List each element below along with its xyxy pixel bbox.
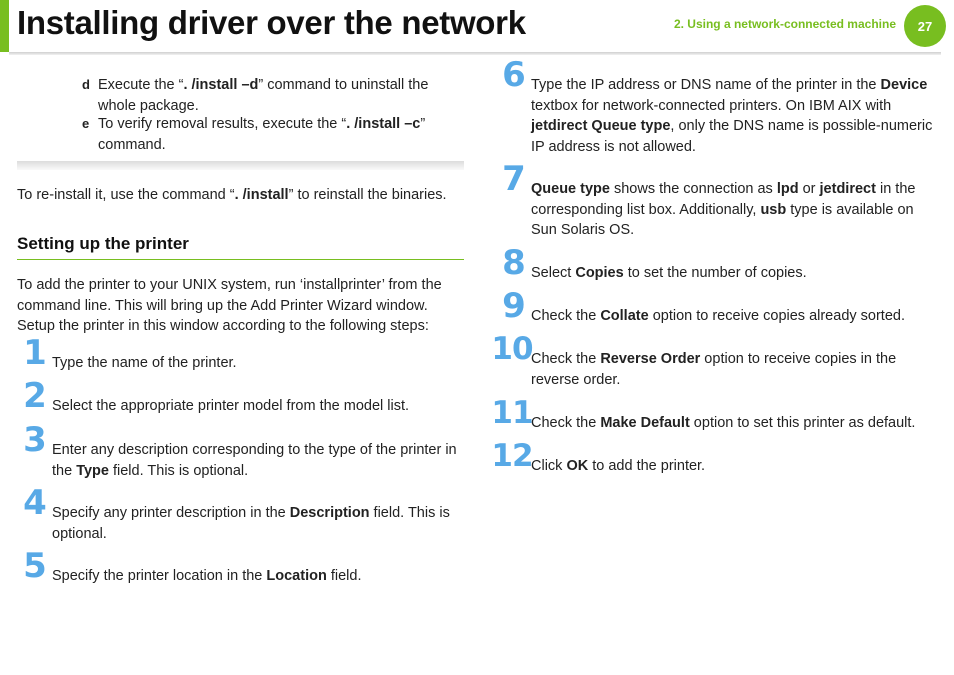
step-text-part: to add the printer. [588, 458, 706, 474]
section-heading: Setting up the printer [17, 234, 189, 253]
step-number: 1 [23, 333, 47, 373]
section-intro: To add the printer to your UNIX system, run ‘installprinter’ from the command line. This will bring up the Add Printer Wizard window. Setup the printer in this window according to the following steps: [17, 277, 442, 334]
field-name: Reverse Order [600, 351, 701, 367]
step-text-part: , only the DNS name is possible-numeric IP address is not allowed. [531, 118, 933, 155]
step-number: 5 [23, 546, 47, 586]
step-text-part: Type the IP address or DNS name of the printer in the [531, 77, 881, 93]
step-text-part: field. This is optional. [52, 505, 450, 542]
substep-text: ” command to uninstall the whole package. [98, 77, 429, 114]
step-text [531, 349, 937, 390]
field-name: OK [566, 458, 589, 474]
step-number: 9 [502, 286, 526, 326]
substep-text: ” command. [98, 116, 426, 153]
substep-command: . /install –d [183, 77, 259, 93]
step-text [52, 503, 464, 544]
field-name: Make Default [600, 415, 690, 431]
step-number: 3 [23, 420, 47, 460]
step-number: 12 [491, 438, 533, 474]
field-name: jetdirect Queue type [531, 118, 671, 134]
step-text-part: in the corresponding list box. Additionally, [531, 181, 916, 218]
substep-text: To verify removal results, execute the “ [98, 116, 347, 132]
step-text [52, 353, 464, 374]
step-text-part: Select [531, 265, 576, 281]
header-accent-bar [0, 0, 9, 52]
step-text [52, 440, 464, 481]
step-text [531, 263, 937, 284]
step-text-part: Click [531, 458, 567, 474]
reinstall-text: ” to reinstall the binaries. [288, 187, 447, 203]
step-number: 8 [502, 243, 526, 283]
substep-label: d [82, 77, 90, 92]
step-text [52, 566, 464, 587]
step-text-part: Check the [531, 351, 601, 367]
step-text-part: Specify any printer description in the [52, 505, 290, 521]
step-text [531, 413, 937, 434]
step-number: 10 [491, 331, 533, 367]
reinstall-command: . /install [234, 187, 289, 203]
field-name: usb [760, 201, 787, 218]
step-number: 11 [491, 395, 533, 431]
step-text-part: Enter any description corresponding to the type of the printer in the [52, 442, 457, 479]
step-text-part: Check the [531, 308, 601, 324]
substep-e [82, 114, 467, 155]
step-text-part: type is available on Sun Solaris OS. [531, 201, 914, 238]
field-name: Location [266, 568, 327, 584]
step-text-part: Select the appropriate printer model from the model list. [52, 398, 410, 414]
step-number: 6 [502, 55, 526, 95]
field-name: Description [289, 505, 370, 521]
field-name: Queue type [531, 181, 610, 197]
substep-command: . /install –c [346, 116, 421, 132]
step-number: 2 [23, 376, 47, 416]
reinstall-paragraph [17, 185, 465, 206]
step-text-part: or [798, 181, 820, 197]
page-number-badge: 27 [904, 5, 946, 47]
field-name: lpd [776, 181, 799, 197]
field-name: Collate [600, 308, 649, 324]
step-number: 7 [502, 159, 526, 199]
step-text-part: to set the number of copies. [623, 265, 807, 281]
section-shade-divider [17, 161, 464, 170]
step-text [52, 396, 464, 417]
step-text-part: Check the [531, 415, 601, 431]
substep-d [82, 75, 467, 116]
step-text-part: option to receive copies already sorted. [648, 308, 905, 324]
step-text-part: field. This is optional. [108, 462, 249, 479]
header-divider [9, 52, 941, 55]
chapter-link[interactable]: 2. Using a network-connected machine [673, 17, 896, 31]
step-text [531, 306, 937, 327]
substep-text: Execute the “ [98, 77, 184, 93]
section-heading-rule [17, 259, 464, 260]
step-text-part: shows the connection as [609, 181, 777, 197]
reinstall-text: To re-install it, use the command “ [17, 187, 235, 203]
step-text-part: textbox for network-connected printers. On IBM AIX with [531, 97, 892, 114]
step-number: 4 [23, 483, 47, 523]
step-text [531, 75, 937, 157]
substep-label: e [82, 116, 90, 131]
step-text-part: field. [326, 568, 362, 584]
field-name: Type [76, 462, 109, 479]
field-name: Device [880, 77, 928, 93]
field-name: jetdirect [819, 181, 876, 197]
step-text [531, 456, 937, 477]
step-text-part: Type the name of the printer. [52, 355, 237, 371]
step-text [531, 179, 937, 241]
page-title: Installing driver over the network [17, 4, 526, 41]
field-name: Copies [575, 265, 624, 281]
step-text-part: option to receive copies in the reverse order. [531, 351, 897, 388]
step-text-part: option to set this printer as default. [689, 415, 916, 431]
step-text-part: Specify the printer location in the [52, 568, 267, 584]
